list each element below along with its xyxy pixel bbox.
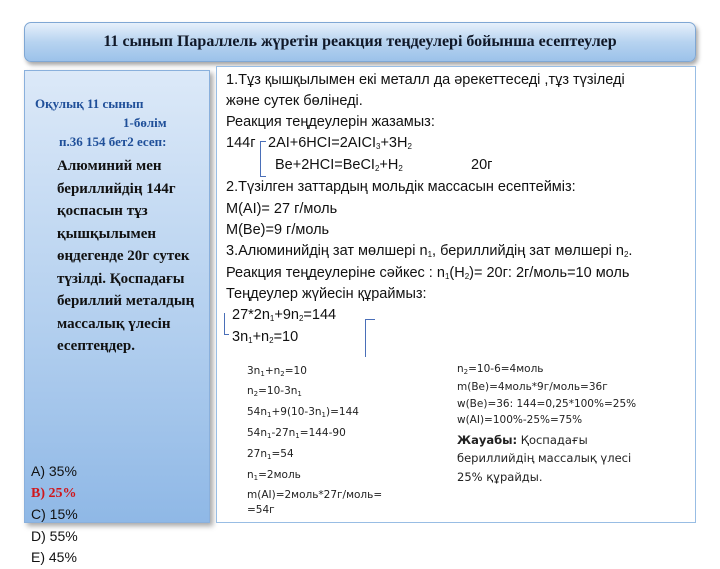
reaction-1: $2AI+6HCI=2AICI_3+3H_2$ bbox=[268, 135, 412, 151]
reaction-bracket bbox=[260, 141, 266, 177]
answer-option-d[interactable]: D) 55% bbox=[31, 527, 78, 544]
answer-option-b[interactable]: B) 25% bbox=[31, 485, 77, 501]
calc-line-4: $54n_1-27n_1=144-90$ bbox=[247, 427, 346, 440]
answer-option-c[interactable]: C) 15% bbox=[31, 506, 78, 522]
answer-option-e[interactable]: E) 45% bbox=[31, 549, 77, 565]
reaction-2: $Be+2HCI=BeCI_2+H_2$ bbox=[275, 157, 403, 173]
result-line-3: w(Be)=36: 144=0,25*100%=25% bbox=[457, 398, 637, 410]
hydrogen-moles: Реакция теңдеулеріне сәйкес : $n_1(H_2)= 20г$: 2г/моль=10 моль bbox=[226, 265, 630, 281]
answer-option-a[interactable]: A) 35% bbox=[31, 463, 77, 479]
result-line-4: w(AI)=100%-25%=75% bbox=[457, 414, 583, 426]
calc-line-8: =54г bbox=[247, 504, 275, 516]
calc-line-7: m(AI)=2моль*27г/моль= bbox=[247, 489, 383, 501]
molar-mass-al: M(AI)= 27 г/моль bbox=[226, 201, 338, 217]
system-eq-1: $27*2n_1+9n_2=144$ bbox=[232, 307, 337, 323]
calc-line-3: $54n_1+9(10-3n_1)=144$ bbox=[247, 406, 359, 419]
answer-statement-cont: бериллийдің массалық үлесі bbox=[457, 451, 632, 465]
calc-line-2: $n_2=10-3n_1$ bbox=[247, 385, 302, 398]
system-eq-2: $3n_1+n_2=10$ bbox=[232, 329, 299, 345]
textbook-part: 1-бөлім bbox=[123, 115, 167, 130]
answer-options bbox=[31, 461, 78, 569]
step-3: 3.Алюминийдің зат мөлшері $n_1$, бериллийдің зат мөлшері $n_2$. bbox=[226, 243, 633, 259]
result-line-1: $n_2=10-6=4моль$ bbox=[457, 363, 544, 376]
calc-line-6: $n_1=2моль$ bbox=[247, 469, 301, 482]
system-intro: Теңдеулер жүйесін құраймыз: bbox=[226, 286, 427, 302]
calc-line-5: $27n_1=54$ bbox=[247, 448, 294, 461]
textbook-page: п.36 154 бет2 есеп: bbox=[59, 134, 167, 149]
answer-label: Жауабы: bbox=[457, 433, 518, 447]
solution-panel bbox=[216, 66, 696, 523]
answer-statement: Жауабы: Қоспадағы bbox=[457, 433, 588, 447]
answer-statement-end: 25% құрайды. bbox=[457, 470, 543, 484]
system-bracket-right bbox=[365, 319, 375, 357]
page-title: 11 сынып Параллель жүретін реакция теңдеулері бойынша есептеулер bbox=[103, 33, 617, 50]
step-1: 1.Тұз қышқылымен екі металл да әрекеттеседі ,тұз түзіледі bbox=[226, 72, 625, 88]
title-bar bbox=[24, 22, 696, 62]
result-line-2: m(Be)=4моль*9г/моль=36г bbox=[457, 381, 608, 393]
molar-mass-be: M(Be)=9 г/моль bbox=[226, 222, 330, 238]
task-text: Алюминий мен бериллийдің 144г қоспасын тұз қышқылымен өңдегенде 20г сутек түзілді. Қоспадағы бериллий металдың массалық үлесін есептеңдер. bbox=[57, 158, 195, 354]
step-1-equations-intro: Реакция теңдеулерін жазамыз: bbox=[226, 114, 435, 130]
system-bracket-left bbox=[224, 313, 229, 335]
textbook-grade: Оқулық 11 сынып bbox=[35, 96, 144, 111]
hydrogen-mass-label: 20г bbox=[471, 157, 493, 173]
calc-line-1: $3n_1+n_2=10$ bbox=[247, 365, 307, 378]
step-2: 2.Түзілген заттардың мольдік массасын есептейміз: bbox=[226, 179, 576, 195]
reaction-mass-label: 144г bbox=[226, 135, 256, 151]
task-panel bbox=[24, 70, 210, 565]
step-1-cont: және сутек бөлінеді. bbox=[226, 93, 363, 109]
